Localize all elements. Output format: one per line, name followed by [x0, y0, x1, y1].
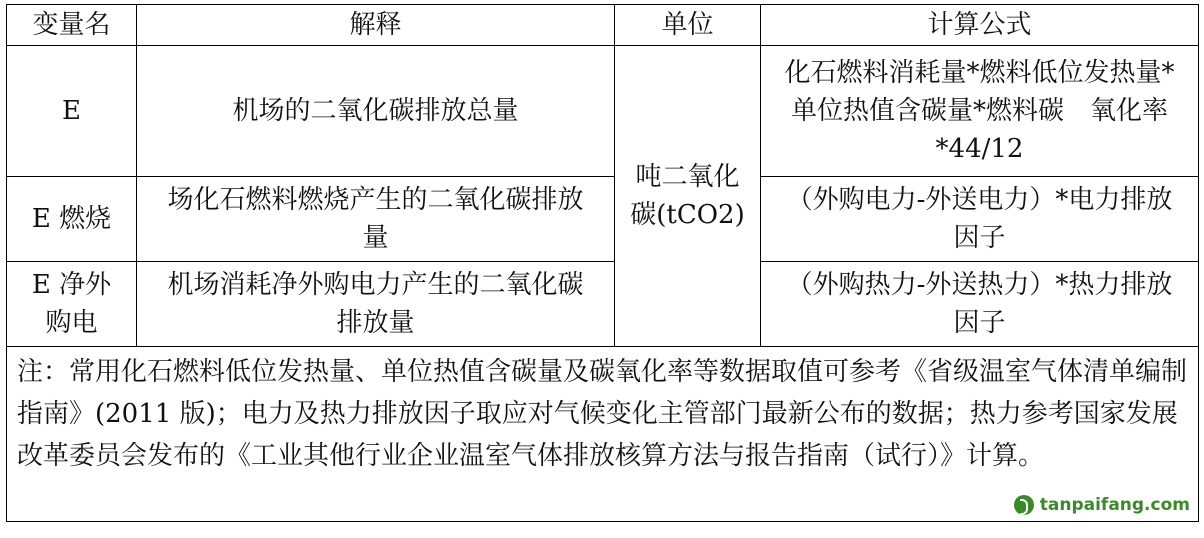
- note-text: 注：常用化石燃料低位发热量、单位热值含碳量及碳氧化率等数据取值可参考《省级温室气体清单编制指南》(2011 版)；电力及热力排放因子取应对气候变化主管部门最新公布的数据；热力参考国家发展改革委员会发布的《工业其他行业企业温室气体排放核算方法与报告指南（试行）》计算。: [17, 357, 1188, 471]
- note-row: [7, 347, 1199, 522]
- header-variable-name: 变量名: [7, 5, 137, 46]
- cell-explanation: 机场的二氧化碳排放总量: [137, 46, 615, 177]
- tanpaifang-logo-icon: [1014, 495, 1034, 515]
- cell-unit: 吨二氧化碳(tCO2): [615, 46, 761, 347]
- cell-explanation: 场化石燃料燃烧产生的二氧化碳排放量: [137, 177, 615, 262]
- cell-variable: E 净外购电: [7, 262, 137, 347]
- cell-variable: E 燃烧: [7, 177, 137, 262]
- table-row: [7, 177, 1199, 262]
- cell-formula: （外购电力-外送电力）*电力排放因子: [761, 177, 1199, 262]
- header-explanation: 解释: [137, 5, 615, 46]
- watermark-text: tanpaifang.com: [1039, 495, 1190, 515]
- cell-formula: （外购热力-外送热力）*热力排放因子: [761, 262, 1199, 347]
- table-header-row: [7, 5, 1199, 46]
- header-unit: 单位: [615, 5, 761, 46]
- emission-variables-table: [6, 4, 1199, 522]
- note-cell: [7, 347, 1199, 522]
- watermark: [1014, 495, 1190, 515]
- table-row: [7, 262, 1199, 347]
- cell-explanation: 机场消耗净外购电力产生的二氧化碳排放量: [137, 262, 615, 347]
- header-formula: 计算公式: [761, 5, 1199, 46]
- cell-formula: 化石燃料消耗量*燃料低位发热量*单位热值含碳量*燃料碳 氧化率*44/12: [761, 46, 1199, 177]
- cell-variable: E: [7, 46, 137, 177]
- table-row: [7, 46, 1199, 177]
